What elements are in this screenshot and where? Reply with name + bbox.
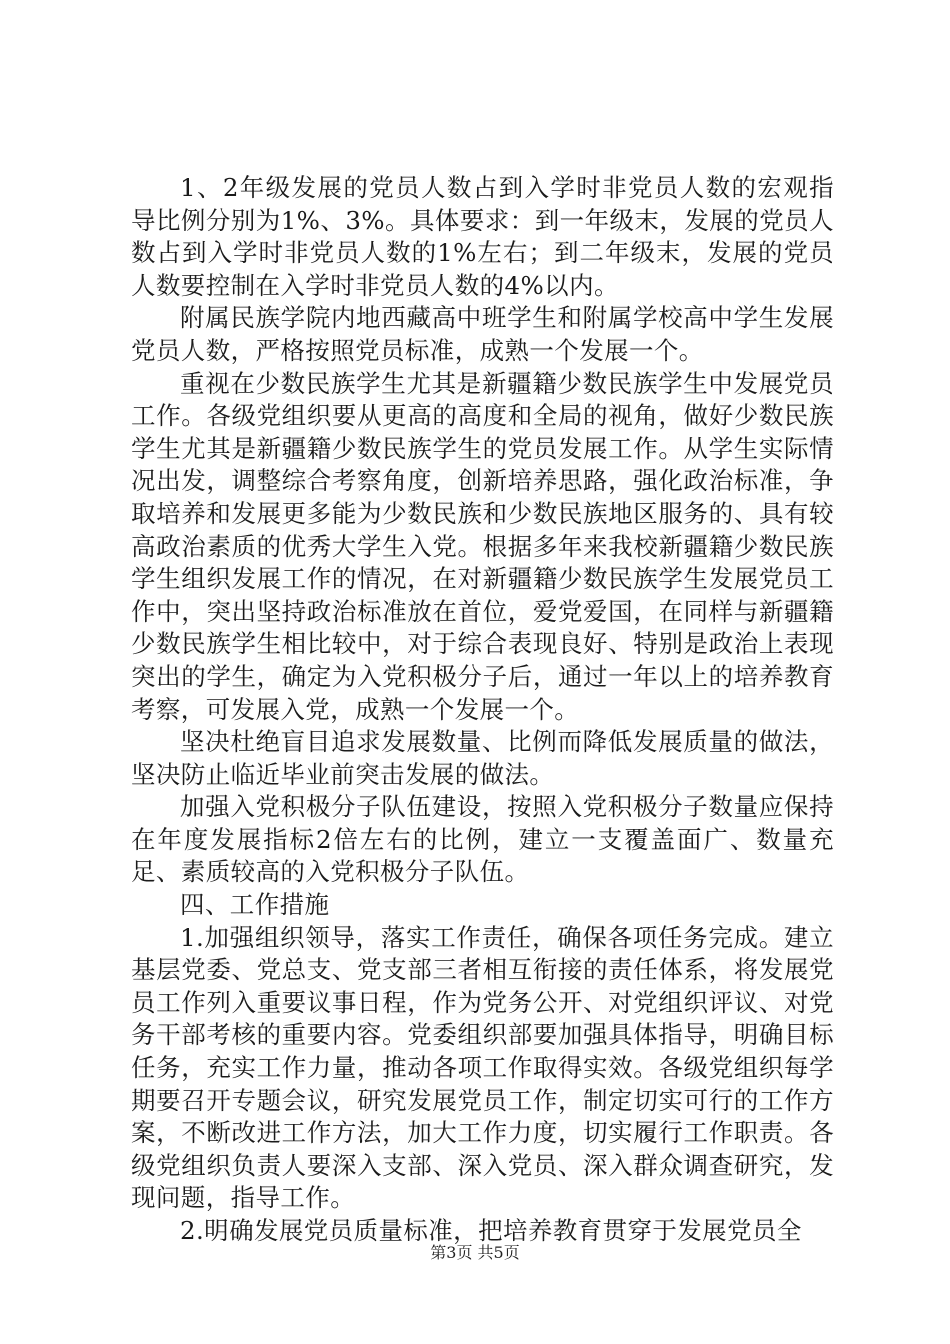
paragraph-measure-1: 1.加强组织领导，落实工作责任，确保各项任务完成。建立基层党委、党总支、党支部三者相互衔接的责任体系，将发展党员工作列入重要议事日程，作为党务公开、对党组织评议、对党务干部考核的重要内容。党委组织部要加强具体指导，明确目标任务，充实工作力量，推动各项工作取得实效。各级党组织每学期要召开专题会议，研究发展党员工作，制定切实可行的工作方案，不断改进工作方法，加大工作力度，切实履行工作职责。各级党组织负责人要深入支部、深入党员、深入群众调查研究，发现问题，指导工作。 — [131, 922, 834, 1213]
paragraph-measure-2: 2.明确发展党员质量标准，把培养教育贯穿于发展党员全 — [180, 1216, 802, 1245]
paragraph-quota-ratio: 1、2年级发展的党员人数占到入学时非党员人数的宏观指导比例分别为1%、3%。具体要求：到一年级末，发展的党员人数占到入学时非党员人数的1%左右；到二年级末，发展的党员人数要控制在入学时非党员人数的4%以内。 — [131, 173, 834, 300]
document-body — [131, 172, 834, 1248]
page-number-footer: 第3页 共5页 — [430, 1243, 520, 1262]
paragraph-tibet-class: 附属民族学院内地西藏高中班学生和附属学校高中学生发展党员人数，严格按照党员标准，成熟一个发展一个。 — [131, 303, 834, 365]
section-heading-measures: 四、工作措施 — [180, 890, 330, 920]
paragraph-quality-first: 坚决杜绝盲目追求发展数量、比例而降低发展质量的做法，坚决防止临近毕业前突击发展的做法。 — [131, 727, 834, 789]
paragraph-ethnic-students: 重视在少数民族学生尤其是新疆籍少数民族学生中发展党员工作。各级党组织要从更高的高度和全局的视角，做好少数民族学生尤其是新疆籍少数民族学生的党员发展工作。从学生实际情况出发，调整综合考察角度，创新培养思路，强化政治标准，争取培养和发展更多能为少数民族和少数民族地区服务的、具有较高政治素质的优秀大学生入党。根据多年来我校新疆籍少数民族学生组织发展工作的情况，在对新疆籍少数民族学生发展党员工作中，突出坚持政治标准放在首位，爱党爱国，在同样与新疆籍少数民族学生相比较中，对于综合表现良好、特别是政治上表现突出的学生，确定为入党积极分子后，通过一年以上的培养教育考察，可发展入党，成熟一个发展一个。 — [131, 368, 834, 724]
paragraph-activist-team: 加强入党积极分子队伍建设，按照入党积极分子数量应保持在年度发展指标2倍左右的比例，建立一支覆盖面广、数量充足、素质较高的入党积极分子队伍。 — [131, 792, 834, 887]
